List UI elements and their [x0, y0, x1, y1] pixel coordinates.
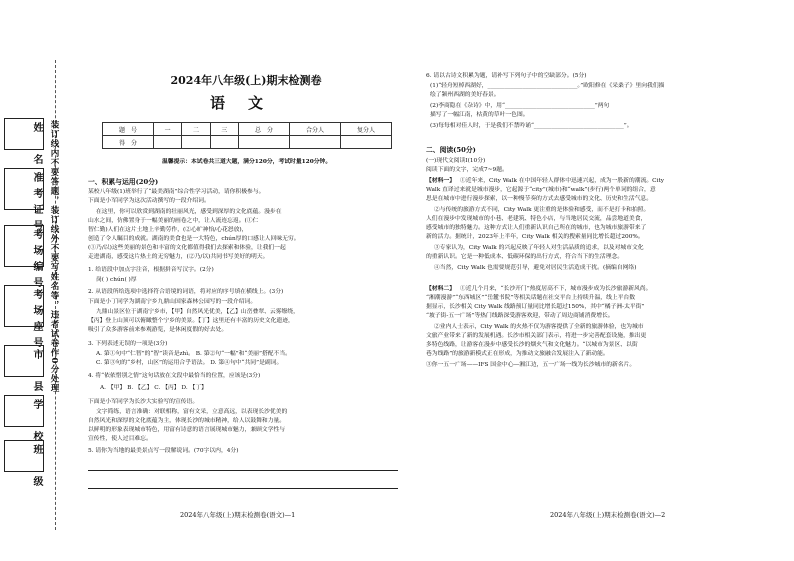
material-two-line: ③你一五一广场——IFS 国金中心—湘江边，五一广场一线为长沙城市的新名片。	[426, 362, 636, 368]
question-6-item[interactable]: (3)每每相对佳人时，于是我们不禁吟诵“_______________________________”。	[430, 123, 633, 129]
question-2: 2. 从语段所给选项中选择符合语境的词语，将对应的序号填在横线上。(3分)	[88, 289, 284, 295]
question-5-intro: 下面是小军同学为长沙大实验写的宣传语。	[88, 399, 199, 405]
score-header-cell: 二	[182, 123, 210, 136]
question-3: 3. 下列表述无误的一项是(3分)	[88, 341, 168, 347]
question-1: 1. 给语段中加点字注音，根据拼音写汉字。(2分)	[88, 267, 214, 273]
intro-line: 某校八年级(1)班举行了“最美湖南”综合性学习活动，请你积极参与。	[88, 189, 265, 195]
material-one-line: 新的活力。据统计，2023年上半年，City Walk 相关的搜索量同比增长超过200%。	[426, 234, 644, 240]
score-table	[102, 122, 392, 149]
material-one-line: Walk 直译过来就是城市漫步，它起源于“city”(城市)和“walk”(步行)两个单词的组合，意	[426, 187, 656, 193]
question-3-option[interactable]: C. 第③句的“乡村，山区”的运用合乎语法。 D. 第④句中“共同”是副词。	[96, 360, 283, 366]
passage-line: (①乃/以)这些美丽的景色和丰富的文化都值得我们去探索和体验，让我们一起	[88, 245, 286, 251]
answer-line[interactable]	[88, 470, 398, 471]
material-two-line: 文旅产业带来了新的发展机遇。长沙市相关部门表示，将进一步完善配套设施，推出更	[426, 333, 647, 339]
subsection-heading: (一)现代文阅读Ⅰ(10分)	[426, 158, 486, 164]
binding-sidebar	[0, 0, 70, 561]
name-label: 姓 名	[31, 122, 42, 170]
seat-number-label: 考场座号	[31, 289, 42, 353]
material-two-line: 多特色线路，让游客在漫步中感受长沙的烟火气和文化魅力。“以城市为景区、以街	[426, 342, 638, 348]
material-one-line: ①近年来，City Walk 在中国年轻人群体中迅速兴起，成为一股新的潮流。City	[460, 178, 665, 184]
page-two	[420, 0, 790, 561]
score-cell[interactable]	[153, 136, 181, 149]
score-header-cell: 三	[210, 123, 238, 136]
subject-title: 语 文	[210, 94, 268, 112]
material-one-line: ③专家认为，City Walk 的兴起反映了年轻人对生活品质的追求，以及对城市文化	[434, 245, 644, 251]
section-two-heading: 二、阅读(50分)	[426, 146, 476, 154]
material-one-line: ④当然，City Walk 也需要规范引导，避免对居民生活造成干扰。(摘编自网络)	[434, 265, 637, 271]
passage-line: 创造了令人瞩目的成就。湖南的美食也是一大特色，chún厚的口感让人回味无穷。	[88, 236, 300, 242]
question-6-item: 描写了一幅江南，枯黄的草叶一色图。	[430, 112, 529, 118]
question-6-item[interactable]: (1)“轻舟短棹西湖好，_______________________________。”欧阳修在《采桑子》里向我们描	[430, 83, 665, 89]
score-header-cell: 合分人	[289, 123, 340, 136]
exam-room-label: 考场编号	[31, 229, 42, 293]
passage-line: 智仁勤)人们在这片土地上辛勤劳作，(②心旷神怡/心花怒放)，	[88, 227, 248, 233]
material-one-line: 人们在漫步中发现城市的小巷、老建筑、特色小店，与当地居民交流，品尝地道美食，	[426, 216, 647, 222]
score-cell[interactable]	[238, 136, 289, 149]
page-one-footer: 2024年八年级(上)期末检测卷(语文)—1	[180, 511, 296, 519]
question-6-item[interactable]: (2)李商隐在《杂诗》中，用“_______________________________”两句	[430, 103, 610, 109]
question-3-option[interactable]: A. 第①句中“仁智”的“智”读音是zhì。 B. 第②句“一幅”和“美丽”搭配不当。	[96, 351, 291, 357]
material-one-line: ②与传统的旅游方式不同，City Walk 更注重的是体验和感受，而不是打卡和拍照。	[434, 207, 650, 213]
question-5-intro: 文字简练，语言准确：对联相称，富有文采，立意高远，以表现长沙优美的	[96, 409, 288, 415]
passage-line: 山水之间，仿佛置身于一幅美丽的画卷之中，让人流连忘返。(①仁	[88, 218, 259, 224]
answer-line[interactable]	[88, 488, 398, 489]
material-two-line: 巷为线路”的旅游新模式正在形成，为推动文旅融合发展注入了新动能。	[426, 351, 609, 357]
exam-notice: 温馨提示：本试卷共三道大题，满分120分，考试时量120分钟。	[162, 159, 332, 165]
question-6: 6. 请以古诗文积累为题，请补写下列句子中的空缺部分。(5分)	[426, 73, 587, 79]
section-one-heading: 一、积累与运用(20分)	[88, 178, 159, 186]
score-header-cell: 复分人	[340, 123, 391, 136]
question-2-text: 吸引了众多游客前来参观游览，是休闲度假的好去处。	[88, 327, 228, 333]
question-5: 5. 请你为当地的最美景点写一段解说词。(70字以内，4分)	[88, 448, 239, 454]
score-header-cell: 总 分	[238, 123, 289, 136]
material-two-line: ①近几个月来，“长沙开门”热度居高不下，城市漫步成为长沙旅游新风尚。	[460, 286, 652, 292]
question-5-intro: 以鲜明的形象表现城市特色，用富有诗意的语言展现城市魅力，兼顾文学性与	[88, 427, 286, 433]
question-5-intro: 宣传性，使人过目难忘。	[88, 436, 152, 442]
score-cell[interactable]	[289, 136, 340, 149]
question-4-options[interactable]: A. 【甲】 B. 【乙】 C. 【丙】 D. 【丁】	[100, 385, 207, 391]
score-cell[interactable]	[210, 136, 238, 149]
score-cell[interactable]	[340, 136, 391, 149]
material-two-line: “坡子街-五一广场”等热门线路深受游客欢迎，带动了周边商铺消费增长。	[426, 313, 614, 319]
material-one-line: 感受城市的独特魅力。这种方式让人们重新认识自己所在的城市，也为城市旅游带来了	[426, 225, 647, 231]
exam-number-label: 准考证号	[31, 172, 42, 236]
binding-warning: 装订线内不要答题，装订线外不要写姓名等，违者试卷作0分处理	[49, 120, 59, 393]
subsection-intro: 阅读下面的文字，完成7~9题。	[426, 167, 508, 173]
intro-line: 下面是小军同学为这次活动撰写的一段介绍词。	[88, 198, 210, 204]
material-two-line: 据显示，长沙相关 City Walk 线路预订量同比增长超过150%，其中“橘子洲-太平街”	[426, 304, 645, 310]
material-two-line: ②业内人士表示，City Walk 的火热不仅为游客提供了全新的旅游体验，也为城市	[434, 324, 644, 330]
city-county-label: 市 县	[31, 349, 42, 397]
question-1-blank[interactable]: 岗( ) chún( )厚	[96, 277, 137, 283]
school-label: 学 校	[31, 399, 42, 447]
question-4: 4. 将“依依惜别之情”这句话放在文段中最恰当的位置，应该是(3分)	[88, 373, 261, 379]
material-two-line: “湘潮漫游”“东西城区”“岳麓书院”等相关话题在社交平台上持续升温，线上平台数	[426, 295, 636, 301]
passage-line: 走进湖南，感受这片热土的无穷魅力，(②乃/以)共同书写美好的明天。	[88, 254, 269, 260]
material-one-line: 思是在城市中进行漫步探索，以一种慢节奏的方式去感受城市的文化、历史和生活气息。	[426, 196, 653, 202]
question-6-item: 绘了颍州西湖的美好春景。	[430, 92, 500, 98]
score-row-label: 得 分	[103, 136, 154, 149]
question-2-text: 下面是小丁同学为湖南宁乡九鼎山国家森林公园写的一段介绍词。	[88, 299, 257, 305]
material-one-line: 的重新认识。它是一种低成本、低碳环保的出行方式，符合当下的生活理念。	[426, 254, 624, 260]
score-cell[interactable]	[182, 136, 210, 149]
question-2-text: 九鼎山景区位于湖南宁乡市，【甲】自然风光优美，【乙】山峦叠翠、云雾缭绕，	[96, 309, 299, 315]
question-5-intro: 自然风光和深厚的文化底蕴为主，体现长沙的城市精神，给人以鼓舞和力量。	[88, 418, 286, 424]
score-header-cell: 题 号	[103, 123, 154, 136]
material-two-label: 【材料二】	[426, 286, 455, 292]
page-two-footer: 2024年八年级(上)期末检测卷(语文)—2	[550, 511, 666, 519]
score-header-cell: 一	[153, 123, 181, 136]
material-one-label: 【材料一】	[426, 178, 455, 184]
question-2-text: 【丙】登上山顶可以俯瞰整个宁乡的美景。【丁】这里还有丰富的历史文化遗迹，	[88, 318, 294, 324]
passage-line: 在这里，你可以欣赏到湖南的壮丽风光，感受到深厚的文化底蕴。漫步在	[96, 209, 282, 215]
page-one	[70, 0, 418, 561]
exam-title: 2024年八年级(上)期末检测卷	[170, 74, 322, 87]
class-label: 班 级	[31, 444, 42, 492]
